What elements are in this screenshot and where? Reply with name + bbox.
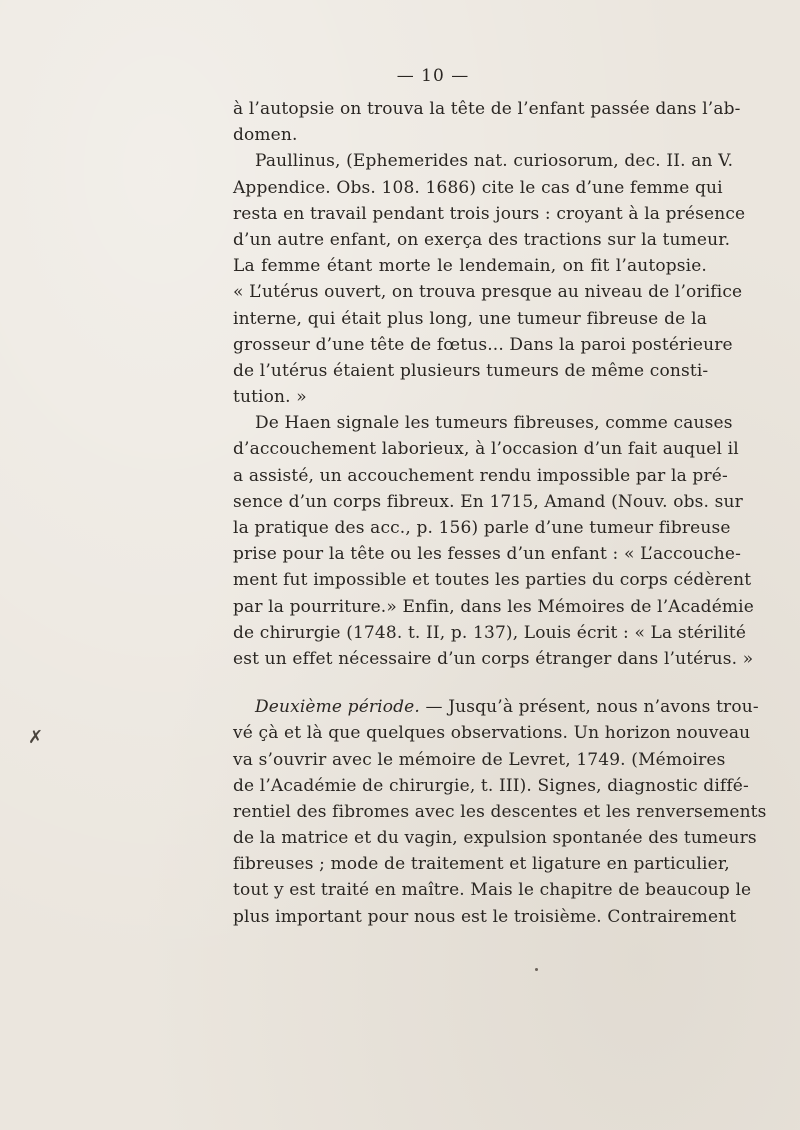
- text-line: resta en travail pendant trois jours : croyant à la présence: [233, 203, 746, 224]
- text-line: Appendice. Obs. 108. 1686) cite le cas d’une femme qui: [233, 177, 723, 198]
- text-line: tout y est traité en maître. Mais le chapitre de beaucoup le: [233, 880, 752, 901]
- text-line: domen.: [233, 125, 298, 146]
- text-line: Paullinus, (Ephemerides nat. curiosorum, dec. II. an V.: [255, 151, 734, 172]
- text-line: de chirurgie (1748. t. II, p. 137), Louis écrit : « La stérilité: [233, 622, 747, 643]
- text-line: rentiel des fibromes avec les descentes et les renversements: [233, 801, 767, 822]
- text-line: la pratique des acc., p. 156) parle d’une tumeur fibreuse: [233, 518, 731, 538]
- text-line: d’un autre enfant, on exerça des tractions sur la tumeur.: [233, 229, 731, 250]
- page-number: — 10 —: [396, 66, 470, 86]
- text-line: plus important pour nous est le troisième. Contrairement: [233, 906, 737, 927]
- text-line: prise pour la tête ou les fesses d’un enfant : « L’accouche-: [233, 544, 741, 565]
- text-line: à l’autopsie on trouva la tête de l’enfant passée dans l’ab-: [233, 99, 741, 119]
- section-heading-line: [233, 694, 759, 720]
- text-line: va s’ouvrir avec le mémoire de Levret, 1749. (Mémoires: [233, 749, 726, 770]
- text-line: par la pourriture.» Enfin, dans les Mémoires de l’Académie: [233, 596, 754, 617]
- text-line: d’accouchement laborieux, à l’occasion d’un fait auquel il: [233, 439, 739, 460]
- section-heading: Deuxième période.: [255, 697, 420, 718]
- text-line: vé çà et là que quelques observations. Un horizon nouveau: [233, 723, 751, 744]
- text-line: ment fut impossible et toutes les parties du corps cédèrent: [233, 570, 752, 591]
- text-line: grosseur d’une tête de fœtus... Dans la paroi postérieure: [233, 334, 733, 355]
- text-line: de l’utérus étaient plusieurs tumeurs de même consti-: [233, 360, 709, 381]
- paragraph-gap: [233, 672, 707, 694]
- text-line: de la matrice et du vagin, expulsion spontanée des tumeurs: [233, 828, 757, 849]
- paper-speck: [535, 968, 538, 971]
- text-line: fibreuses ; mode de traitement et ligature en particulier,: [233, 854, 730, 875]
- text-line: sence d’un corps fibreux. En 1715, Amand (Nouv. obs. sur: [233, 491, 743, 512]
- text-line: De Haen signale les tumeurs fibreuses, comme causes: [255, 413, 733, 434]
- text-line: est un effet nécessaire d’un corps étranger dans l’utérus. »: [233, 648, 754, 669]
- body-text: [233, 96, 767, 930]
- text-line: tution. »: [233, 387, 307, 408]
- text-line-rest: — Jusqu’à présent, nous n’avons trou-: [419, 697, 759, 718]
- text-line: « L’utérus ouvert, on trouva presque au niveau de l’orifice: [233, 282, 743, 303]
- text-line: La femme étant morte le lendemain, on fit l’autopsie.: [233, 256, 707, 277]
- text-line: interne, qui était plus long, une tumeur fibreuse de la: [233, 308, 707, 329]
- margin-mark-icon: ✗: [28, 727, 44, 748]
- text-line: a assisté, un accouchement rendu impossible par la pré-: [233, 465, 728, 486]
- text-line: de l’Académie de chirurgie, t. III). Signes, diagnostic diffé-: [233, 775, 749, 796]
